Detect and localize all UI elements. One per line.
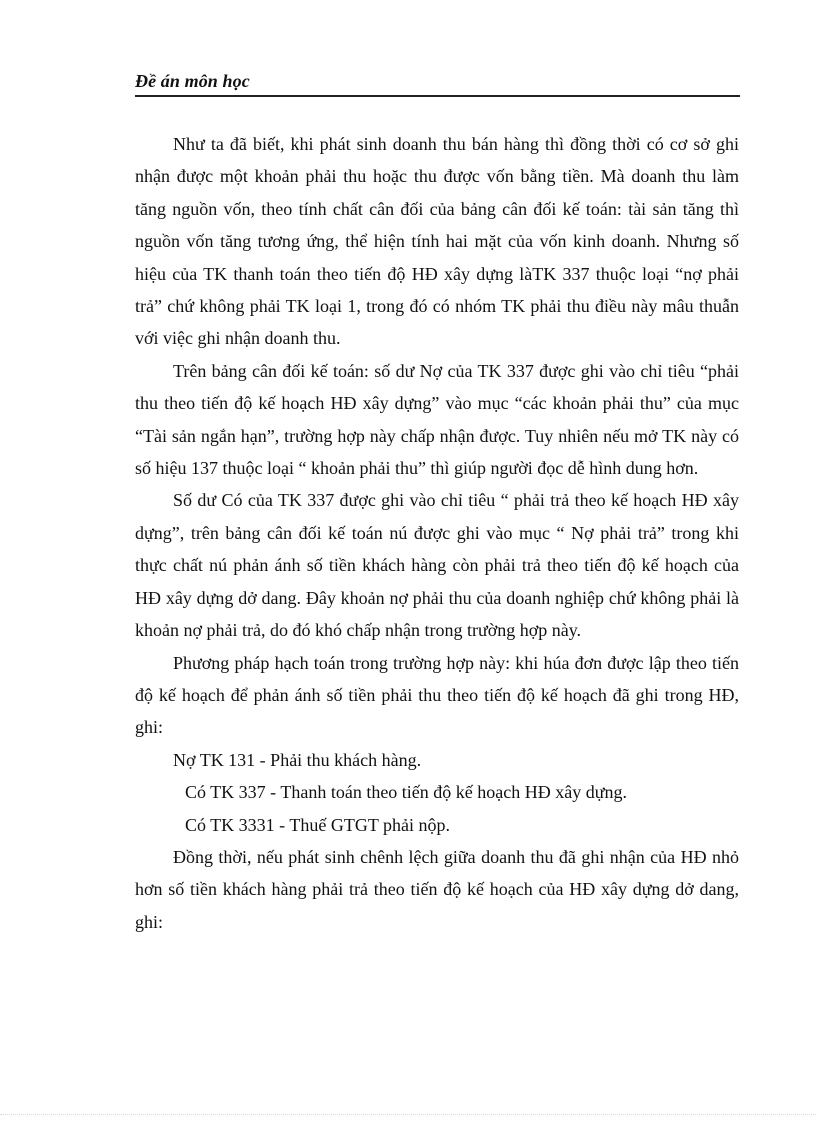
footer-divider [0, 1114, 816, 1115]
paragraph-revenue-recognition: Như ta đã biết, khi phát sinh doanh thu bán hàng thì đồng thời có cơ sở ghi nhận được một khoản phải thu hoặc thu được vốn bằng tiền. Mà doanh thu làm tăng nguồn vốn, theo tính chất cân đối của bảng cân đối kế toán: tài sản tăng thì nguồn vốn tăng tương ứng, thể hiện tính hai mặt của vốn kinh doanh. Nhưng số hiệu của TK thanh toán theo tiến độ HĐ xây dựng làTK 337 thuộc loại “nợ phải trả” chứ không phải TK loại 1, trong đó có nhóm TK phải thu điều này mâu thuẫn với việc ghi nhận doanh thu. [135, 134, 739, 349]
journal-entry-credit-337: Có TK 337 - Thanh toán theo tiến độ kế hoạch HĐ xây dựng. [185, 782, 628, 803]
document-body [135, 128, 739, 938]
paragraph-accounting-method: Phương pháp hạch toán trong trường hợp này: khi húa đơn được lập theo tiến độ kế hoạch để phản ánh số tiền phải thu theo tiến độ kế hoạch đã ghi trong HĐ, ghi: [135, 652, 739, 738]
page-header [135, 70, 740, 97]
paragraph-debit-balance: Trên bảng cân đối kế toán: số dư Nợ của TK 337 được ghi vào chỉ tiêu “phải thu theo tiến độ kế hoạch HĐ xây dựng” vào mục “các khoản phải thu” của mục “Tài sản ngắn hạn”, trường hợp này chấp nhận được. Tuy nhiên nếu mở TK này có số hiệu 137 thuộc loại “ khoản phải thu” thì giúp người đọc dễ hình dung hơn. [135, 360, 739, 479]
paragraph-credit-balance: Số dư Có của TK 337 được ghi vào chỉ tiêu “ phải trả theo kế hoạch HĐ xây dựng”, trên bảng cân đối kế toán nú được ghi vào mục “ Nợ phải trả” trong khi thực chất nú phản ánh số tiền khách hàng còn phải trả theo tiến độ kế hoạch của HĐ xây dựng dở dang. Đây khoản nợ phải thu của doanh nghiệp chứ không phải là khoản nợ phải trả, do đó khó chấp nhận trong trường hợp này. [135, 490, 739, 641]
journal-entry-credit-3331: Có TK 3331 - Thuế GTGT phải nộp. [185, 814, 450, 835]
header-title: Đề án môn học [135, 71, 250, 91]
paragraph-difference: Đồng thời, nếu phát sinh chênh lệch giữa doanh thu đã ghi nhận của HĐ nhỏ hơn số tiền khách hàng phải trả theo tiến độ kế hoạch của HĐ xây dựng dở dang, ghi: [135, 846, 739, 932]
journal-entry-debit: Nợ TK 131 - Phải thu khách hàng. [173, 749, 422, 770]
